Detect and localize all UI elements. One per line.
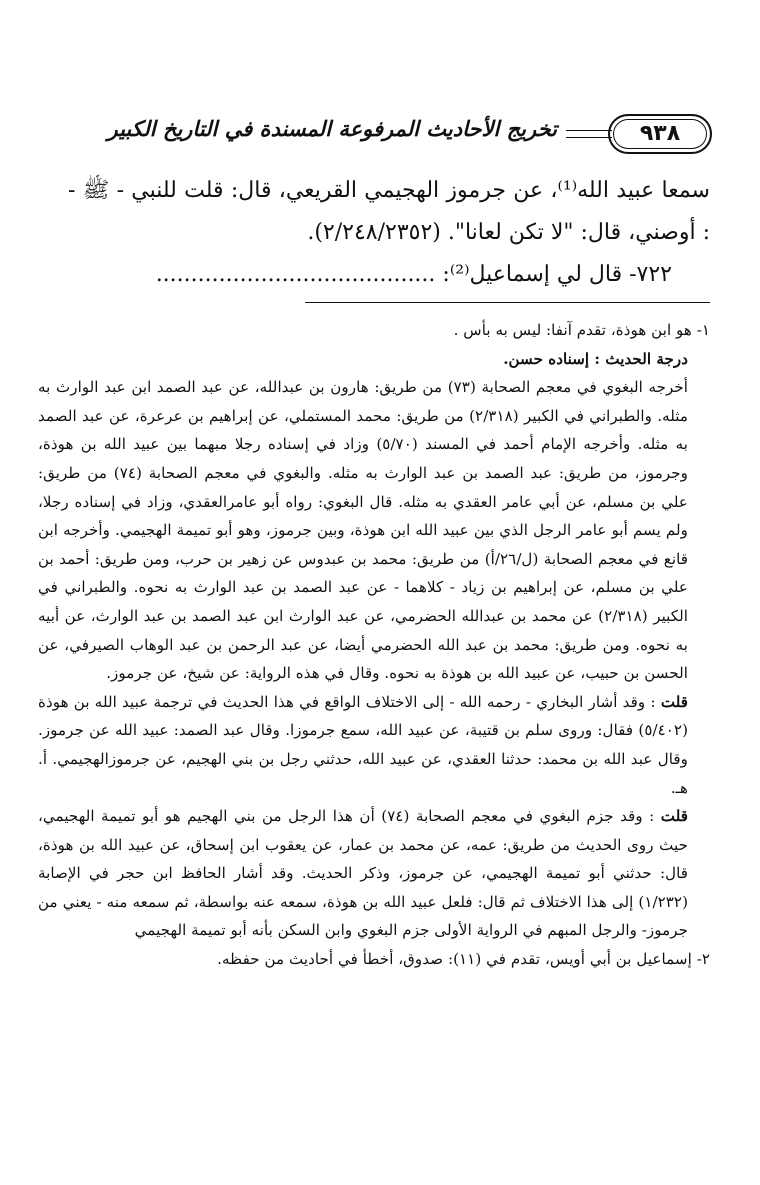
ellipsis-dots: ........................................ [155, 262, 436, 287]
takhrij-paragraph-3 [38, 802, 710, 945]
header-double-rule [566, 130, 612, 138]
qultu-label: قلت [660, 807, 688, 826]
qultu-label: قلت [660, 692, 689, 711]
takhrij-paragraph-2 [38, 688, 710, 802]
page-number-badge: ٩٣٨ [608, 114, 712, 154]
main-text [68, 170, 710, 296]
hadith-heading [68, 254, 710, 296]
hadith-text: سمعا عبيد الله⁽¹⁾، عن جرموز الهجيمي القريعي، قال: قلت للنبي - ﷺ - : أوصني، قال: "لا تكن لعانا". (٢/٢٤٨/٢٣٥٢). [68, 178, 710, 245]
footnotes [38, 316, 710, 974]
footnote-separator [305, 302, 710, 303]
takhrij-paragraph-3-text: : وقد جزم البغوي في معجم الصحابة (٧٤) أن هذا الرجل من بني الهجيم هو أبو تميمة الهجيمي، حيث روى الحديث من طريق: عمه، عن محمد بن عمار، عن يعقوب ابن إسحاق، عن عبيد الله بن هوذة، قال: حدثني أبو تميمة الهجيمي، عن جرموز، وذكر الحديث. وقد أشار الحافظ ابن حجر في الإصابة (١/٢٣٢) إلى هذا الاختلاف ثم قال: فلعل عبيد الله بن هوذة، سمعه عنه بواسطة، ثم سمعه منه - يعني من جرموز- والرجل المبهم في الرواية الأولى جزم البغوي وابن السكن بأنه أبو تميمة الهجيمي [38, 807, 688, 940]
book-title: تخريج الأحاديث المرفوعة المسندة في التاريخ الكبير [107, 116, 557, 141]
hadith-number-label: ٧٢٢- قال لي إسماعيل⁽²⁾: [442, 262, 672, 287]
takhrij-paragraph-1: أخرجه البغوي في معجم الصحابة (٧٣) من طريق: هارون بن عبدالله، عن عبد الصمد ابن عبد الوارث به مثله. والطبراني في الكبير (٢/٣١٨) من طريق: محمد المستملي، عن إبراهيم بن عرعرة، عن عبد الصمد به مثله. وأخرجه الإمام أحمد في المسند (٥/٧٠) وزاد في إسناده رجلا مبهما بين عبيد الله بن هوذة، وجرموز، من طريق: عبد الصمد بن عبد الوارث به مثله. والبغوي في معجم الصحابة (٧٤) من طريق: علي بن مسلم، عن أبي عامر العقدي به مثله. قال البغوي: رواه أبو عامرالعقدي، وزاد في إسناده رجلا، ولم يسم أبو عامر الرجل الذي بين عبيد الله ابن هوذة، وبين جرموز، وهو أبو تميمة الهجيمي. وأخرجه ابن قانع في معجم الصحابة (ل/٢٦/أ) من طريق: محمد بن عبدوس عن زهير بن حرب، ومن طريق: أحمد بن علي بن مسلم، عن إبراهيم بن زياد - كلاهما - عن عبد الصمد بن عبد الوارث به نحوه. والطبراني في الكبير (٢/٣١٨) عن محمد بن عبدالله الحضرمي، عن عبد الوارث ابن عبد الصمد بن عبد الوارث، عن أبيه به نحوه. ومن طريق: محمد بن عبد الله الحضرمي أيضا، عن عبد الرحمن بن عبد الوهاب الصيرفي، عن الحسن بن حبيب، عن عبيد الله بن هوذة به نحوه. وقال في هذه الرواية: عن شيخ، عن جرموز. [38, 378, 688, 683]
page-header [82, 112, 712, 158]
hadith-grade: درجة الحديث : إسناده حسن. [503, 349, 688, 368]
takhrij-paragraph-2-text: : وقد أشار البخاري - رحمه الله - إلى الاختلاف الواقع في هذا الحديث في ترجمة عبيد الله بن هوذة (٥/٤٠٢) فقال: وروى سلم بن قتيبة، عن عبيد الله، سمع جرموزا. وقال عبد الصمد: عبيد الله عن جرموز. وقال عبد الله بن محمد: حدثنا العقدي، عن عبيد الله، حدثني رجل بن بني الهجيم، عن جرموزالهجيمي. أ. هـ. [38, 692, 688, 797]
footnote-1: ١- هو ابن هوذة، تقدم آنفا: ليس به بأس . [453, 321, 710, 339]
footnote-2: ٢- إسماعيل بن أبي أويس، تقدم في (١١): صدوق، أخطأ في أحاديث من حفظه. [217, 950, 710, 969]
